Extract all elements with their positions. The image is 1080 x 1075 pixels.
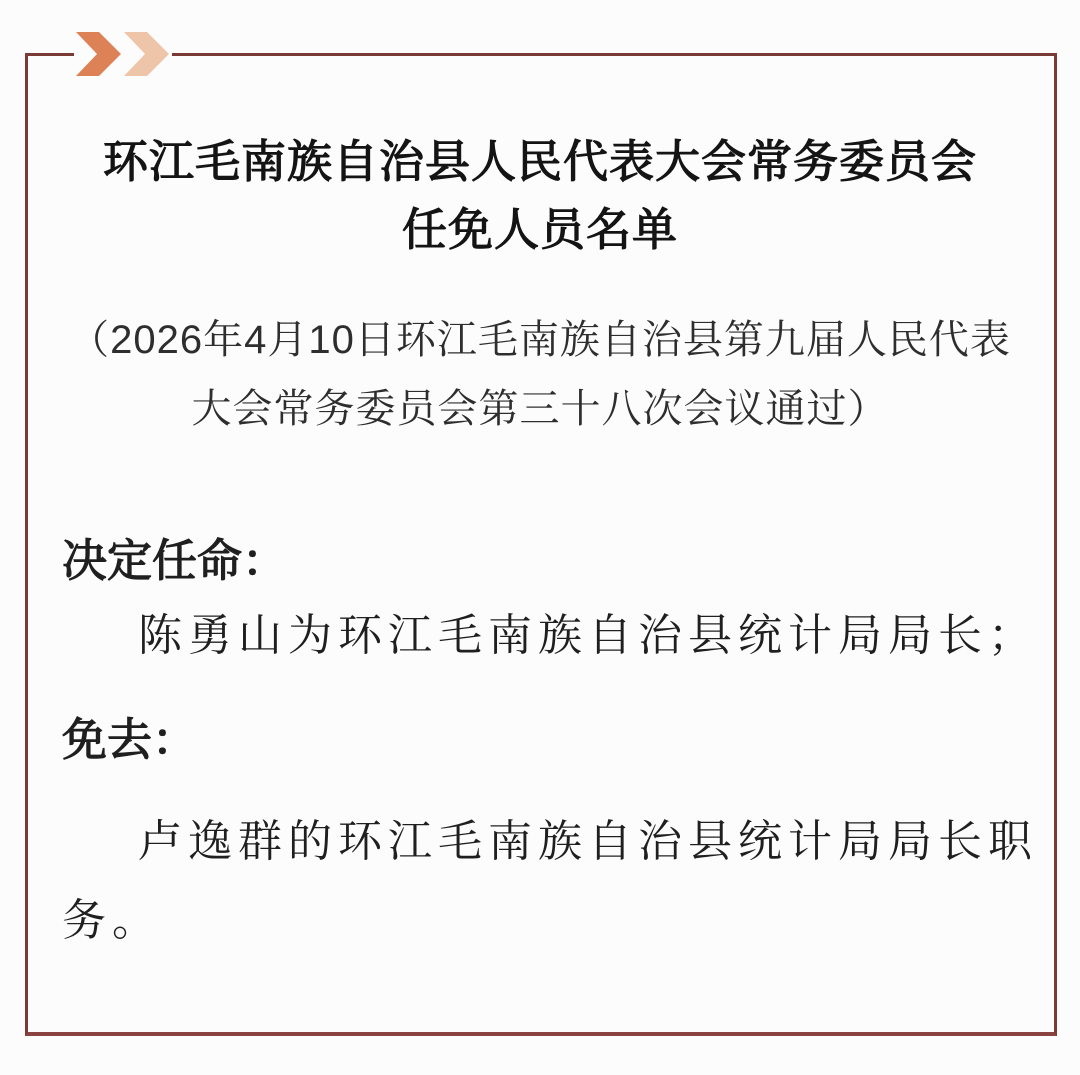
chevron-right-icon-primary	[76, 32, 121, 76]
document-title	[0, 128, 1080, 264]
section-appointment-heading: 决定任命：	[62, 535, 288, 586]
subtitle-line-1: （2026年4月10日环江毛南族自治县第九届人民代表	[69, 318, 1011, 362]
section-removal-heading: 免去：	[62, 714, 198, 765]
chevron-right-icon-secondary	[124, 32, 169, 76]
section-appointment-paragraph	[62, 596, 1050, 675]
chevron-svg	[76, 31, 170, 77]
paragraph-line: 务。	[62, 896, 162, 945]
paragraph-line: 陈勇山为环江毛南族自治县统计局局长；	[138, 611, 1038, 660]
double-chevron-right-icon	[74, 31, 172, 77]
title-line-2: 任免人员名单	[401, 204, 678, 255]
document-subtitle	[0, 306, 1080, 444]
subtitle-line-2: 大会常务委员会第三十八次会议通过）	[191, 387, 889, 431]
paragraph-line: 卢逸群的环江毛南族自治县统计局局长职	[138, 817, 1038, 866]
section-removal-paragraph	[62, 802, 1050, 960]
title-line-1: 环江毛南族自治县人民代表大会常务委员会	[102, 136, 977, 187]
